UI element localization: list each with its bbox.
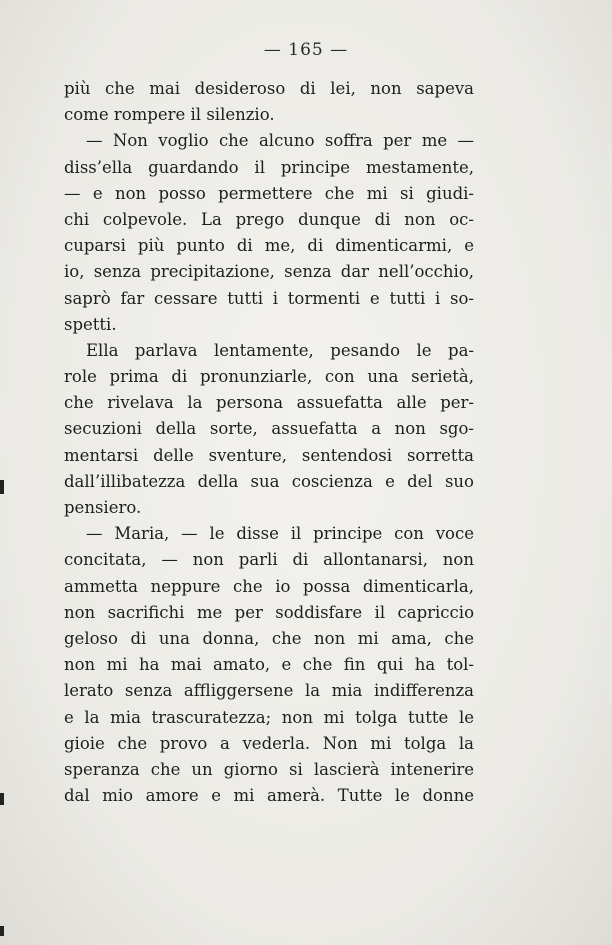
text-line: non sacrifichi me per soddisfare il capriccio [64, 602, 474, 622]
text-line: ammetta neppure che io possa dimenticarla, [64, 576, 474, 596]
text-line: — e non posso permettere che mi si giudi- [64, 183, 474, 203]
text-line: e la mia trascuratezza; non mi tolga tutte le [64, 707, 474, 727]
page-number: — 165 — [263, 40, 349, 60]
text-line: cuparsi più punto di me, di dimenticarmi, e [64, 236, 474, 256]
text-line: chi colpevole. La prego dunque di non oc- [64, 209, 474, 229]
text-line: io, senza precipitazione, senza dar nell’occhio, [64, 262, 474, 282]
text-line: mentarsi delle sventure, sentendosi sorretta [64, 445, 474, 465]
text-line: gioie che provo a vederla. Non mi tolga la [64, 733, 474, 753]
text-line: concitata, — non parli di allontanarsi, non [64, 550, 474, 570]
text-line: dall’illibatezza della sua coscienza e del suo [64, 471, 474, 491]
text-line: che rivelava la persona assuefatta alle per- [64, 393, 474, 413]
text-line: saprò far cessare tutti i tormenti e tutti i so- [64, 288, 474, 308]
text-line: — Maria, — le disse il principe con voce [86, 524, 474, 544]
text-line: dal mio amore e mi amerà. Tutte le donne [64, 786, 474, 806]
text-line: più che mai desideroso di lei, non sapeva [64, 79, 474, 98]
text-line: geloso di una donna, che non mi ama, che [64, 628, 474, 648]
text-line: spetti. [64, 314, 117, 334]
edge-mark [0, 480, 4, 494]
text-line: lerato senza affliggersene la mia indifferenza [64, 681, 474, 701]
text-line: speranza che un giorno si lascierà intenerire [64, 759, 474, 779]
edge-mark [0, 793, 4, 805]
body-text [64, 76, 474, 809]
text-line: non mi ha mai amato, e che fin qui ha tol- [64, 655, 474, 675]
text-line: pensiero. [64, 498, 142, 517]
text-line: secuzioni della sorte, assuefatta a non sgo- [64, 419, 474, 439]
text-line: — Non voglio che alcuno soffra per me — [86, 131, 474, 151]
text-line: come rompere il silenzio. [64, 105, 275, 125]
edge-mark [0, 926, 4, 936]
text-line: Ella parlava lentamente, pesando le pa- [86, 340, 474, 360]
text-line: role prima di pronunziarle, con una serietà, [64, 367, 474, 387]
text-line: diss’ella guardando il principe mestamente, [64, 157, 474, 177]
